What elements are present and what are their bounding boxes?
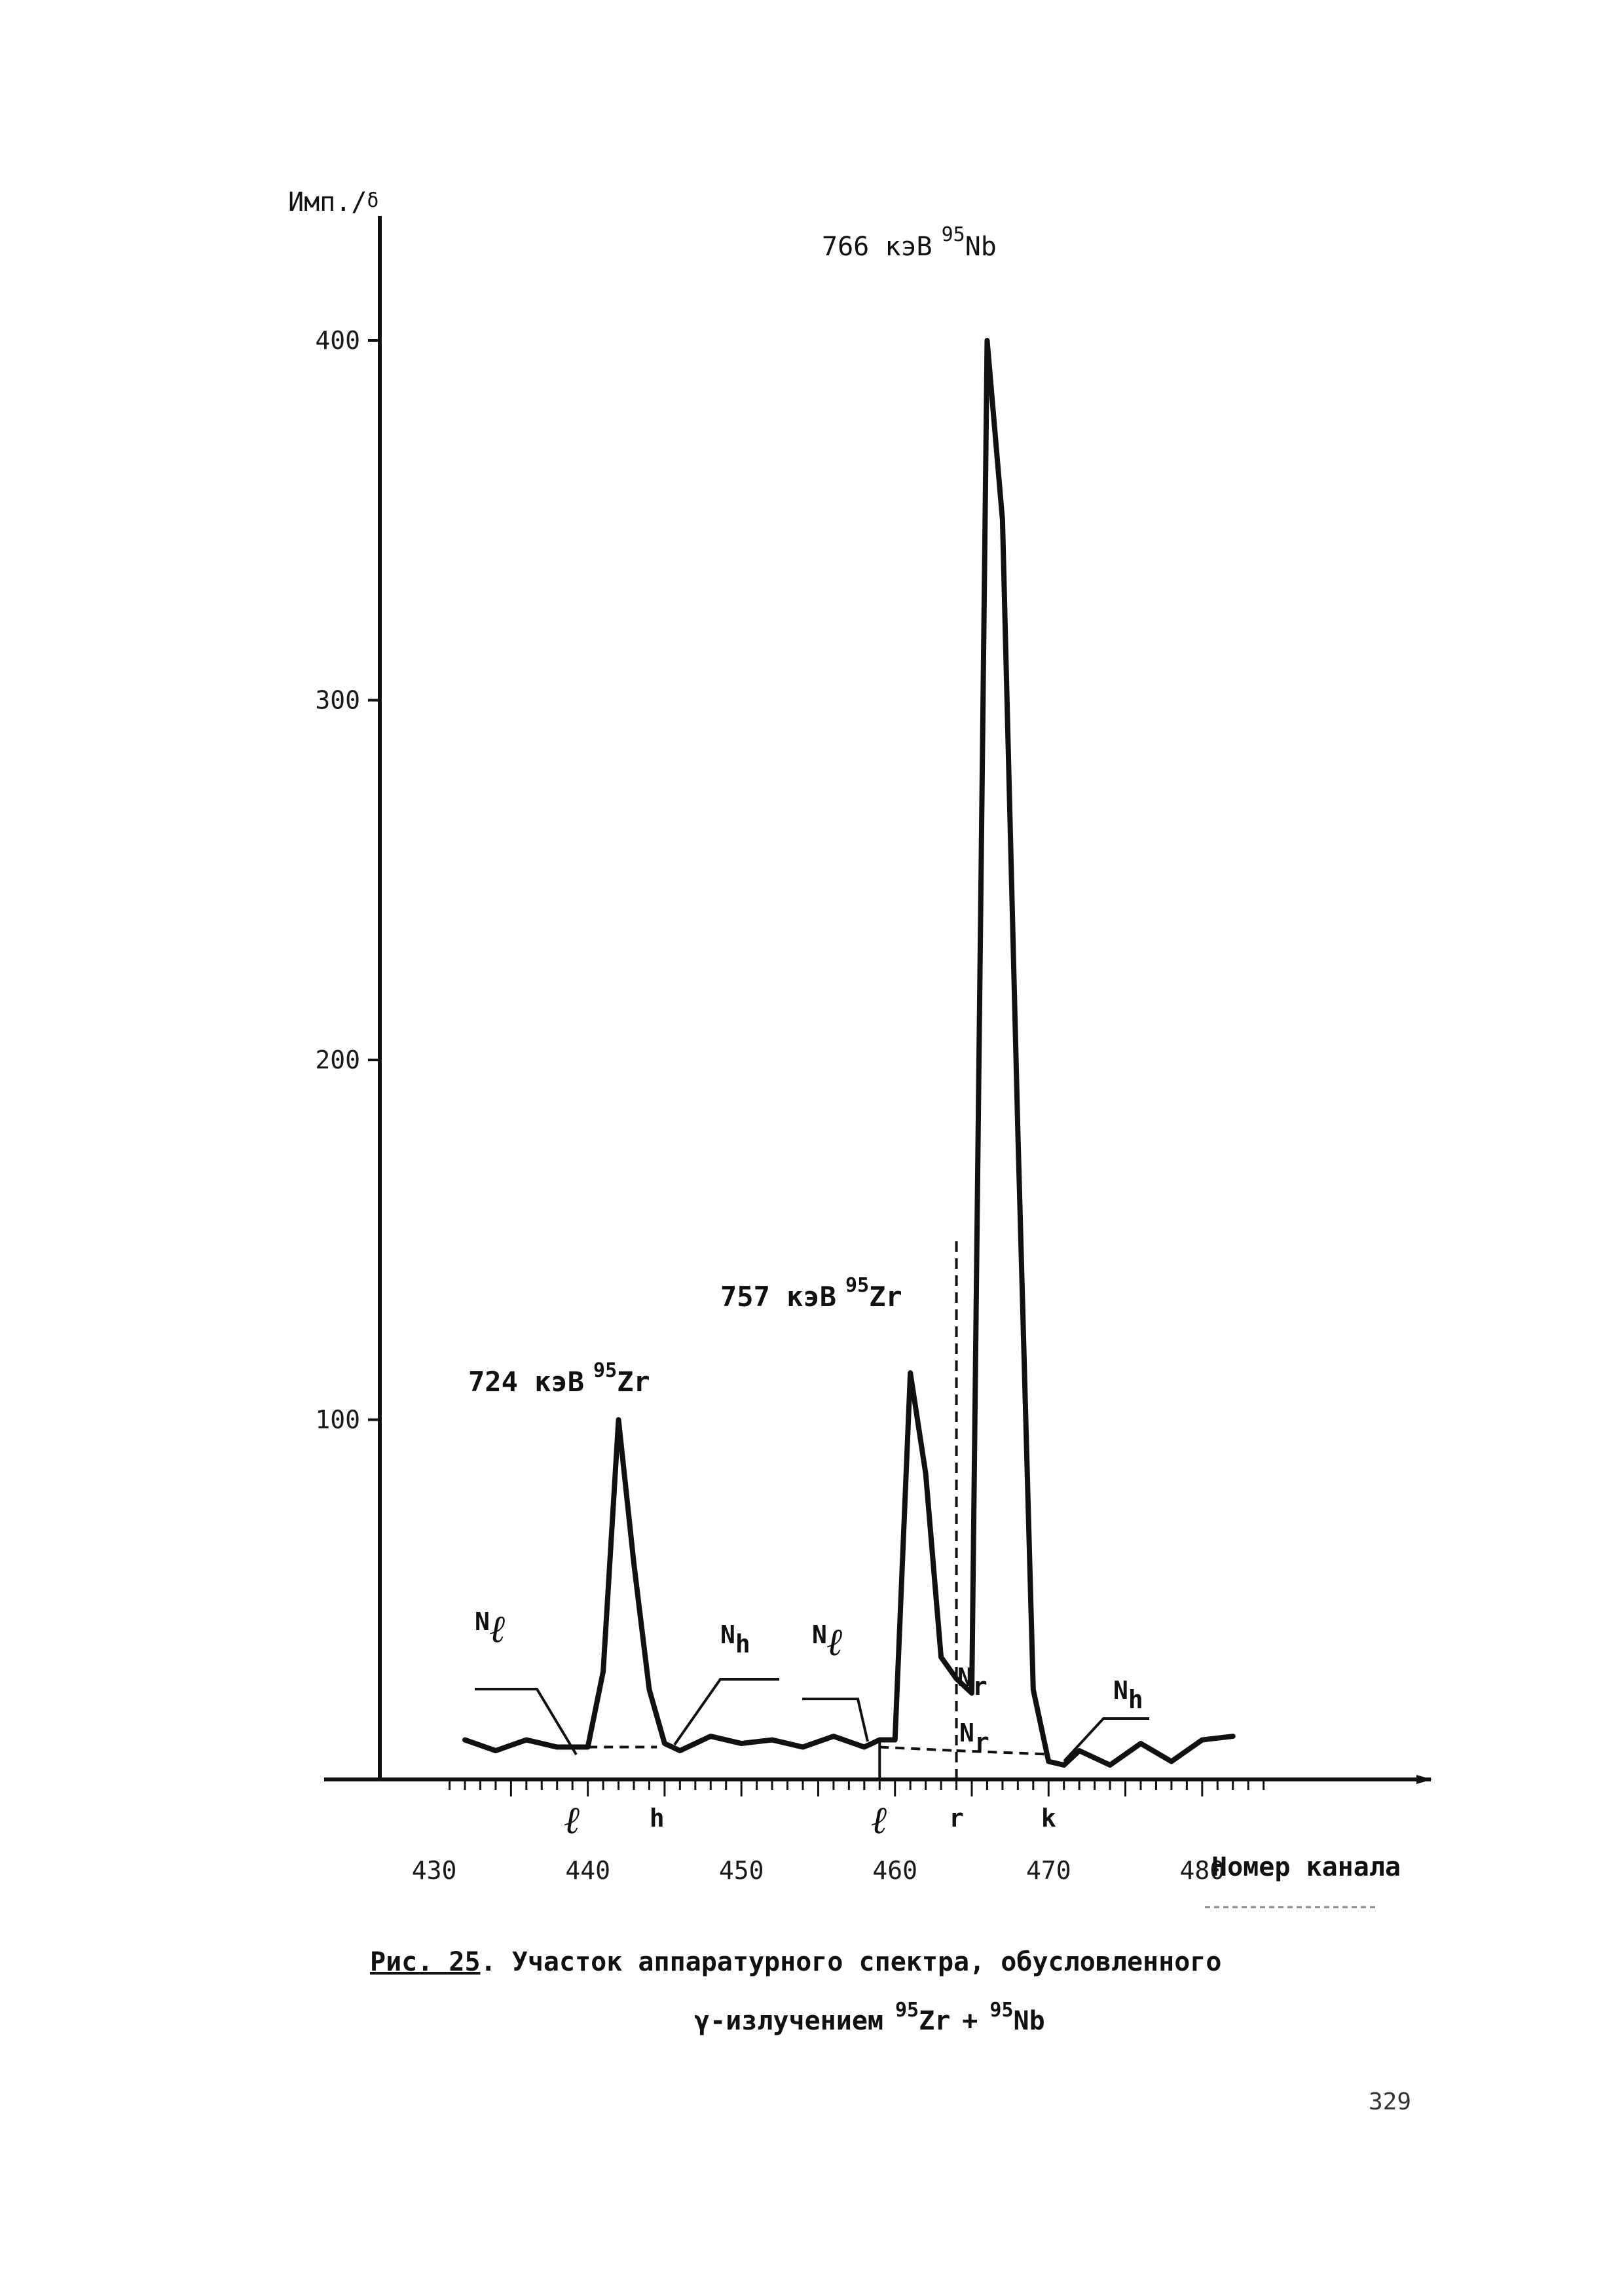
page-number: 329 <box>1369 2088 1412 2115</box>
data-point <box>1062 1763 1066 1767</box>
y-axis-label <box>288 187 378 217</box>
peak-label-724 <box>468 1359 650 1398</box>
svg-text:Nℓ: Nℓ <box>475 1607 506 1651</box>
data-point <box>494 1749 498 1753</box>
baseline-segment <box>879 1747 956 1751</box>
peak-mass: 95 <box>941 223 965 246</box>
data-point <box>1139 1741 1143 1745</box>
x-tick-label: 460 <box>872 1856 918 1885</box>
data-point <box>1016 1130 1020 1134</box>
caption-line1 <box>370 1947 1221 1977</box>
data-point <box>555 1745 559 1749</box>
data-point <box>632 1561 636 1565</box>
peak-energy: 724 кэВ <box>468 1366 585 1398</box>
caption-text: . Участок аппаратурного спектра, обусловленного <box>480 1947 1222 1977</box>
data-point <box>1170 1760 1173 1764</box>
peak-element: Zr <box>617 1366 650 1398</box>
y-tick-label: 200 <box>315 1045 360 1074</box>
data-point <box>1077 1749 1081 1753</box>
y-tick-label: 300 <box>315 685 360 715</box>
y-axis-label-text: Имп./ <box>288 187 367 217</box>
spectrum-line <box>465 340 1233 1765</box>
peak-mass: 95 <box>593 1359 618 1382</box>
boundary-label-r: r <box>949 1804 964 1832</box>
data-point <box>877 1738 881 1742</box>
spectrum-series <box>463 338 1235 1767</box>
peak-energy: 757 кэВ <box>720 1281 837 1313</box>
y-tick-label: 400 <box>315 325 360 355</box>
data-point <box>663 1741 667 1745</box>
peak-label-766 <box>822 223 997 262</box>
data-point <box>1108 1763 1112 1767</box>
data-point <box>525 1738 528 1742</box>
boundary-label-h: h <box>649 1804 665 1832</box>
data-point <box>601 1669 605 1673</box>
svg-text:Nℓ: Nℓ <box>812 1620 843 1664</box>
data-point <box>832 1734 836 1738</box>
data-point <box>770 1738 774 1742</box>
boundary-label-ℓ: ℓ <box>564 1798 581 1842</box>
data-point <box>924 1472 928 1476</box>
peak-energy: 766 кэВ <box>822 232 932 262</box>
caption-line2: γ-излучением $^{95}$Zr + $^{95}$Nb <box>694 1999 1045 2036</box>
x-axis-label: Номер канала <box>1211 1852 1401 1882</box>
peak-mass: 95 <box>845 1274 870 1297</box>
data-point <box>586 1745 590 1749</box>
peak-element: Zr <box>869 1281 902 1313</box>
x-tick-label: 430 <box>411 1856 457 1885</box>
data-point <box>1031 1688 1035 1692</box>
chart-labels <box>564 1798 1056 1842</box>
data-point <box>617 1417 621 1421</box>
x-tick-label: 480 <box>1179 1856 1225 1885</box>
peak-element: Nb <box>965 232 997 262</box>
caption-gamma: γ <box>694 2006 710 2036</box>
data-point <box>678 1749 682 1753</box>
baseline-segment <box>957 1751 1049 1754</box>
data-point <box>1046 1760 1050 1764</box>
data-point <box>647 1688 651 1692</box>
data-point <box>1231 1734 1235 1738</box>
data-point <box>739 1741 743 1745</box>
boundary-label-ℓ: ℓ <box>871 1798 888 1842</box>
x-tick-label: 470 <box>1025 1856 1071 1885</box>
marker-n-h-1 <box>674 1620 779 1745</box>
peak-label-757 <box>720 1274 902 1313</box>
data-point <box>1200 1738 1204 1742</box>
boundary-label-k: k <box>1041 1804 1056 1832</box>
svg-text:Nh: Nh <box>720 1620 750 1658</box>
data-point <box>709 1734 712 1738</box>
y-axis-label-symbol: δ <box>367 189 379 212</box>
svg-text:Nr: Nr <box>957 1663 987 1701</box>
data-point <box>985 338 989 342</box>
data-point <box>801 1745 805 1749</box>
data-point <box>893 1738 897 1742</box>
data-point <box>1001 519 1005 522</box>
svg-text:Nh: Nh <box>1113 1676 1143 1714</box>
marker-n-l-2 <box>802 1620 868 1741</box>
x-tick-label: 440 <box>565 1856 610 1885</box>
data-point <box>463 1738 467 1742</box>
marker-n-l-1 <box>475 1607 576 1755</box>
data-point <box>908 1371 912 1375</box>
y-tick-label: 100 <box>315 1405 360 1434</box>
svg-text:Nr: Nr <box>959 1719 989 1757</box>
x-tick-label: 450 <box>718 1856 764 1885</box>
caption-label: Рис. 25 <box>370 1947 481 1977</box>
data-point <box>862 1745 866 1749</box>
data-point <box>939 1655 943 1659</box>
